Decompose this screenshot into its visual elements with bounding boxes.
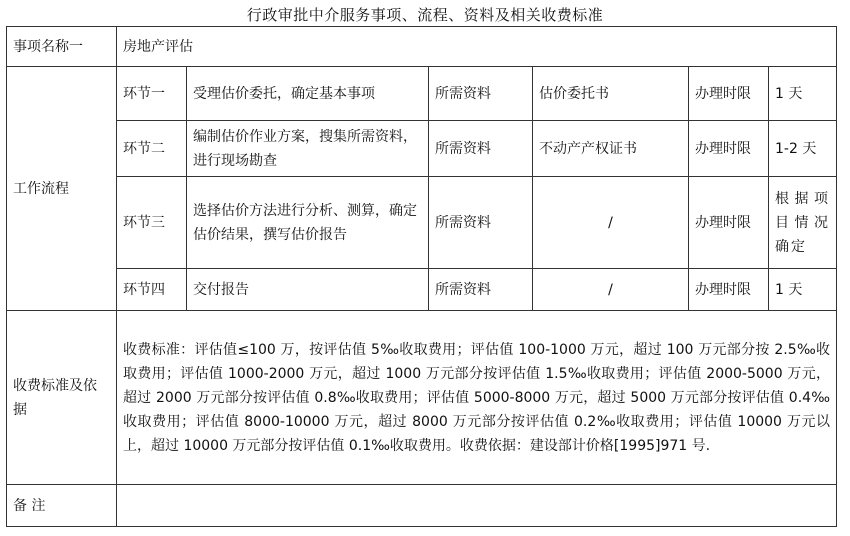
- materials-label: 所需资料: [429, 269, 533, 311]
- materials-value: 不动产产权证书: [533, 121, 689, 177]
- remarks-label: 备 注: [7, 485, 117, 527]
- service-table: [6, 26, 837, 527]
- workflow-label: 工作流程: [7, 67, 117, 311]
- item-name-label: 事项名称一: [7, 27, 117, 67]
- period-value: 1-2 天: [769, 121, 837, 177]
- item-name-value: 房地产评估: [117, 27, 837, 67]
- materials-label: 所需资料: [429, 177, 533, 269]
- step-description: 受理估价委托，确定基本事项: [187, 67, 429, 121]
- period-value: 1 天: [769, 67, 837, 121]
- fee-label: 收费标准及依据: [7, 311, 117, 485]
- workflow-step-row: [7, 269, 837, 311]
- workflow-step-row: [7, 177, 837, 269]
- step-description: 交付报告: [187, 269, 429, 311]
- materials-label: 所需资料: [429, 67, 533, 121]
- fee-row: [7, 311, 837, 485]
- fee-text: 收费标准：评估值≤100 万，按评估值 5‰收取费用；评估值 100-1000 万元，超过 100 万元部分按 2.5‰收取费用；评估值 1000-2000 万元，超过 1000 万元部分按评估值 1.5‰收取费用；评估值 2000-5000 万元，超过 2000 万元部分按评估值 0.8‰收取费用；评估值 5000-8000 万元，超过 5000 万元部分按评估值 0.4‰收取费用；评估值 8000-10000 万元，超过 8000 万元部分按评估值 0.2‰收取费用；评估值 10000 万元以上，超过 10000 万元部分按评估值 0.1‰收取费用。收费依据：建设部计价格[1995]971 号.: [117, 311, 837, 485]
- materials-value: /: [533, 269, 689, 311]
- page-title: 行政审批中介服务事项、流程、资料及相关收费标准: [246, 6, 604, 24]
- item-name-row: [7, 27, 837, 67]
- period-value: 1 天: [769, 269, 837, 311]
- remarks-row: [7, 485, 837, 527]
- step-name: 环节四: [117, 269, 187, 311]
- step-description: 选择估价方法进行分析、测算，确定估价结果，撰写估价报告: [187, 177, 429, 269]
- remarks-value: [117, 485, 837, 527]
- period-label: 办理时限: [689, 269, 769, 311]
- step-name: 环节二: [117, 121, 187, 177]
- workflow-step-row: [7, 67, 837, 121]
- step-description: 编制估价作业方案，搜集所需资料，进行现场勘查: [187, 121, 429, 177]
- materials-value: 估价委托书: [533, 67, 689, 121]
- step-name: 环节三: [117, 177, 187, 269]
- period-label: 办理时限: [689, 67, 769, 121]
- period-label: 办理时限: [689, 177, 769, 269]
- period-label: 办理时限: [689, 121, 769, 177]
- period-value: 根据项目情况确定: [769, 177, 837, 269]
- materials-value: /: [533, 177, 689, 269]
- step-name: 环节一: [117, 67, 187, 121]
- workflow-step-row: [7, 121, 837, 177]
- materials-label: 所需资料: [429, 121, 533, 177]
